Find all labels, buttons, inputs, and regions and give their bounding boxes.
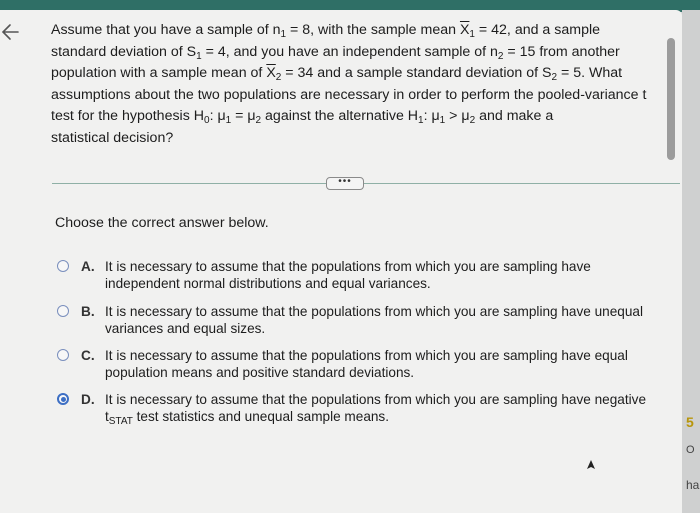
option-a-letter: A.	[81, 259, 95, 274]
mouse-cursor-icon	[586, 460, 596, 472]
option-b-line-2: variances and equal sizes.	[105, 320, 266, 336]
question-line-2: standard deviation of $S_1 = 4$, and you have an independent sample of $n_2 = 15$ from another	[51, 43, 620, 62]
option-b-text	[105, 304, 660, 337]
option-b-line-1: It is necessary to assume that the populations from which you are sampling have unequal	[105, 304, 644, 319]
question-line-1: Assume that you have a sample of $n_1 = 8$, with the sample mean $\overline{X}_1 = 42$, and a sample	[51, 22, 600, 40]
more-button[interactable]: •••	[326, 177, 364, 190]
option-d-line-2: $t_{STAT}$ test statistics and unequal sample means.	[105, 408, 390, 427]
option-c-line-2: population means and positive standard deviations.	[105, 364, 415, 380]
option-a-line-2: independent normal distributions and equal variances.	[105, 275, 431, 291]
option-a-radio[interactable]	[57, 260, 69, 272]
back-arrow-icon[interactable]	[0, 20, 24, 44]
scrollbar-thumb[interactable]	[667, 38, 675, 160]
edge-glyph-1: 5	[686, 414, 694, 430]
option-d-text	[105, 392, 660, 425]
option-a-text	[105, 259, 660, 292]
edge-glyph-2: O	[686, 444, 695, 456]
option-c-letter: C.	[81, 348, 95, 363]
option-c-text	[105, 348, 660, 381]
question-line-3: population with a sample mean of $\overline{X}_2 = 34$ and a sample standard deviation of $S_2 = 5$. What	[51, 65, 623, 84]
question-line-6: statistical decision?	[51, 129, 174, 146]
adjacent-window-edge	[682, 10, 700, 513]
option-c-line-1: It is necessary to assume that the populations from which you are sampling have equal	[105, 348, 628, 363]
option-d-radio[interactable]	[57, 393, 69, 405]
section-divider	[52, 183, 680, 184]
option-d-letter: D.	[81, 392, 95, 407]
question-text	[51, 20, 656, 150]
question-line-4: assumptions about the two populations are necessary in order to perform the pooled-variance t	[51, 86, 647, 103]
option-d-line-1: It is necessary to assume that the populations from which you are sampling have negative	[105, 392, 647, 407]
option-a-line-1: It is necessary to assume that the populations from which you are sampling have	[105, 259, 591, 274]
edge-glyph-3: ha	[686, 478, 700, 492]
option-b-radio[interactable]	[57, 305, 69, 317]
option-b-letter: B.	[81, 304, 95, 319]
question-line-5: test for the hypothesis $H_0$: $\mu_1 = \mu_2$ against the alternative $H_1$: $\mu_1 > \mu_2$ and make a	[51, 108, 554, 127]
answer-prompt: Choose the correct answer below.	[55, 215, 269, 231]
option-c-radio[interactable]	[57, 349, 69, 361]
